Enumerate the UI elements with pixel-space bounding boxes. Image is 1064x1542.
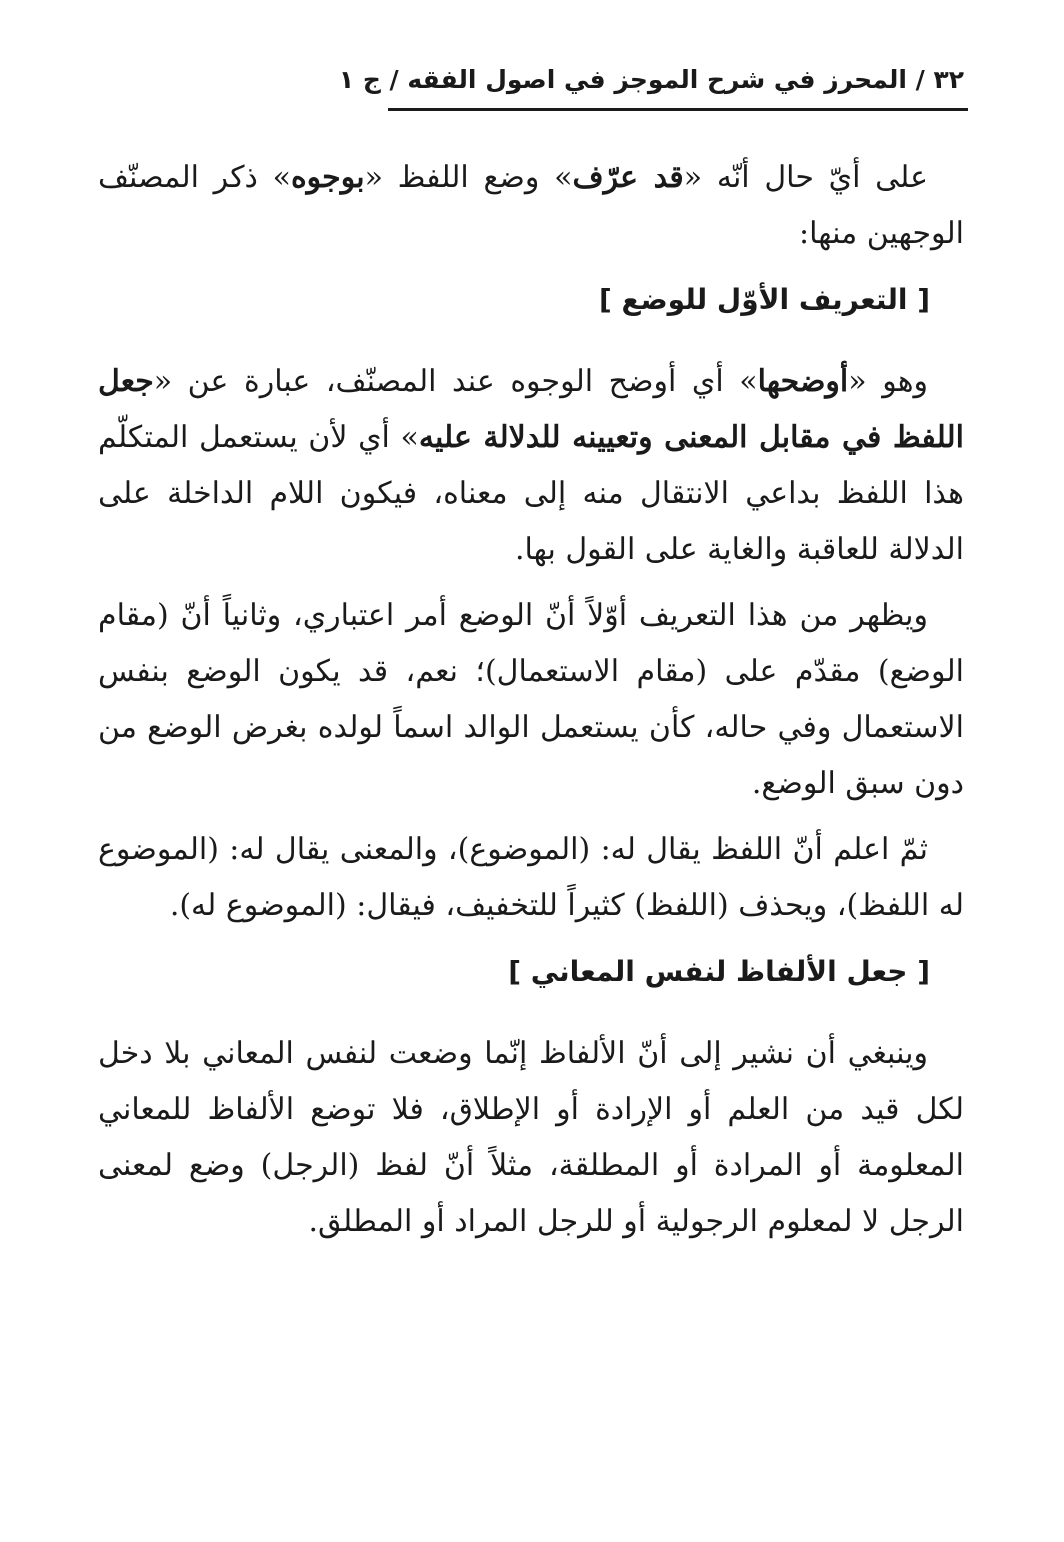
- paragraph-2-text-a: وهو «: [848, 364, 928, 399]
- paragraph-1: [98, 150, 964, 262]
- section-heading-words-for-meanings: [ جعل الألفاظ لنفس المعاني ]: [508, 955, 930, 988]
- paragraph-1-bold-a: قد عرّف: [572, 160, 684, 195]
- paragraph-1-bold-b: بوجوه: [290, 160, 365, 195]
- running-head: ٣٢ / المحرز في شرح الموجز في اصول الفقه / ج ١: [338, 65, 964, 94]
- paragraph-2: [98, 354, 964, 578]
- section-heading-first-definition: [ التعريف الأوّل للوضع ]: [598, 283, 930, 316]
- paragraph-2-bold-a: أوضحها: [757, 364, 849, 399]
- paragraph-1-text-c: » ذكر المصنّف الوجهين منها:: [98, 160, 964, 251]
- paragraph-2-bold-b: جعل اللفظ في مقابل المعنى وتعيينه للدلالة عليه: [98, 364, 964, 455]
- paragraph-4: ثمّ اعلم أنّ اللفظ يقال له: (الموضوع)، والمعنى يقال له: (الموضوع له اللفظ)، ويحذف (اللفظ) كثيراً للتخفيف، فيقال: (الموضوع له).: [98, 832, 964, 923]
- page-body: [98, 150, 964, 1260]
- paragraph-2-text-c: » أي لأن يستعمل المتكلّم هذا اللفظ بداعي الانتقال منه إلى معناه، فيكون اللام الداخلة على الدلالة للعاقبة والغاية على القول بها.: [98, 420, 964, 567]
- paragraph-5: وينبغي أن نشير إلى أنّ الألفاظ إنّما وضعت لنفس المعاني بلا دخل لكل قيد من العلم أو الإرادة أو الإطلاق، فلا توضع الألفاظ للمعاني المعلومة أو المرادة أو المطلقة، مثلاً أنّ لفظ (الرجل) وضع لمعنى الرجل لا لمعلوم الرجولية أو للرجل المراد أو المطلق.: [98, 1036, 964, 1239]
- paragraph-1-text-b: » وضع اللفظ «: [364, 160, 573, 195]
- paragraph-3: ويظهر من هذا التعريف أوّلاً أنّ الوضع أمر اعتباري، وثانياً أنّ (مقام الوضع) مقدّم على (مقام الاستعمال)؛ نعم، قد يكون الوضع بنفس الاستعمال وفي حاله، كأن يستعمل الوالد اسماً لولده بغرض الوضع من دون سبق الوضع.: [98, 598, 964, 801]
- paragraph-2-text-b: » أي أوضح الوجوه عند المصنّف، عبارة عن «: [153, 364, 758, 399]
- paragraph-1-text-a: على أيّ حال أنّه «: [683, 160, 928, 195]
- header-rule: [388, 108, 968, 111]
